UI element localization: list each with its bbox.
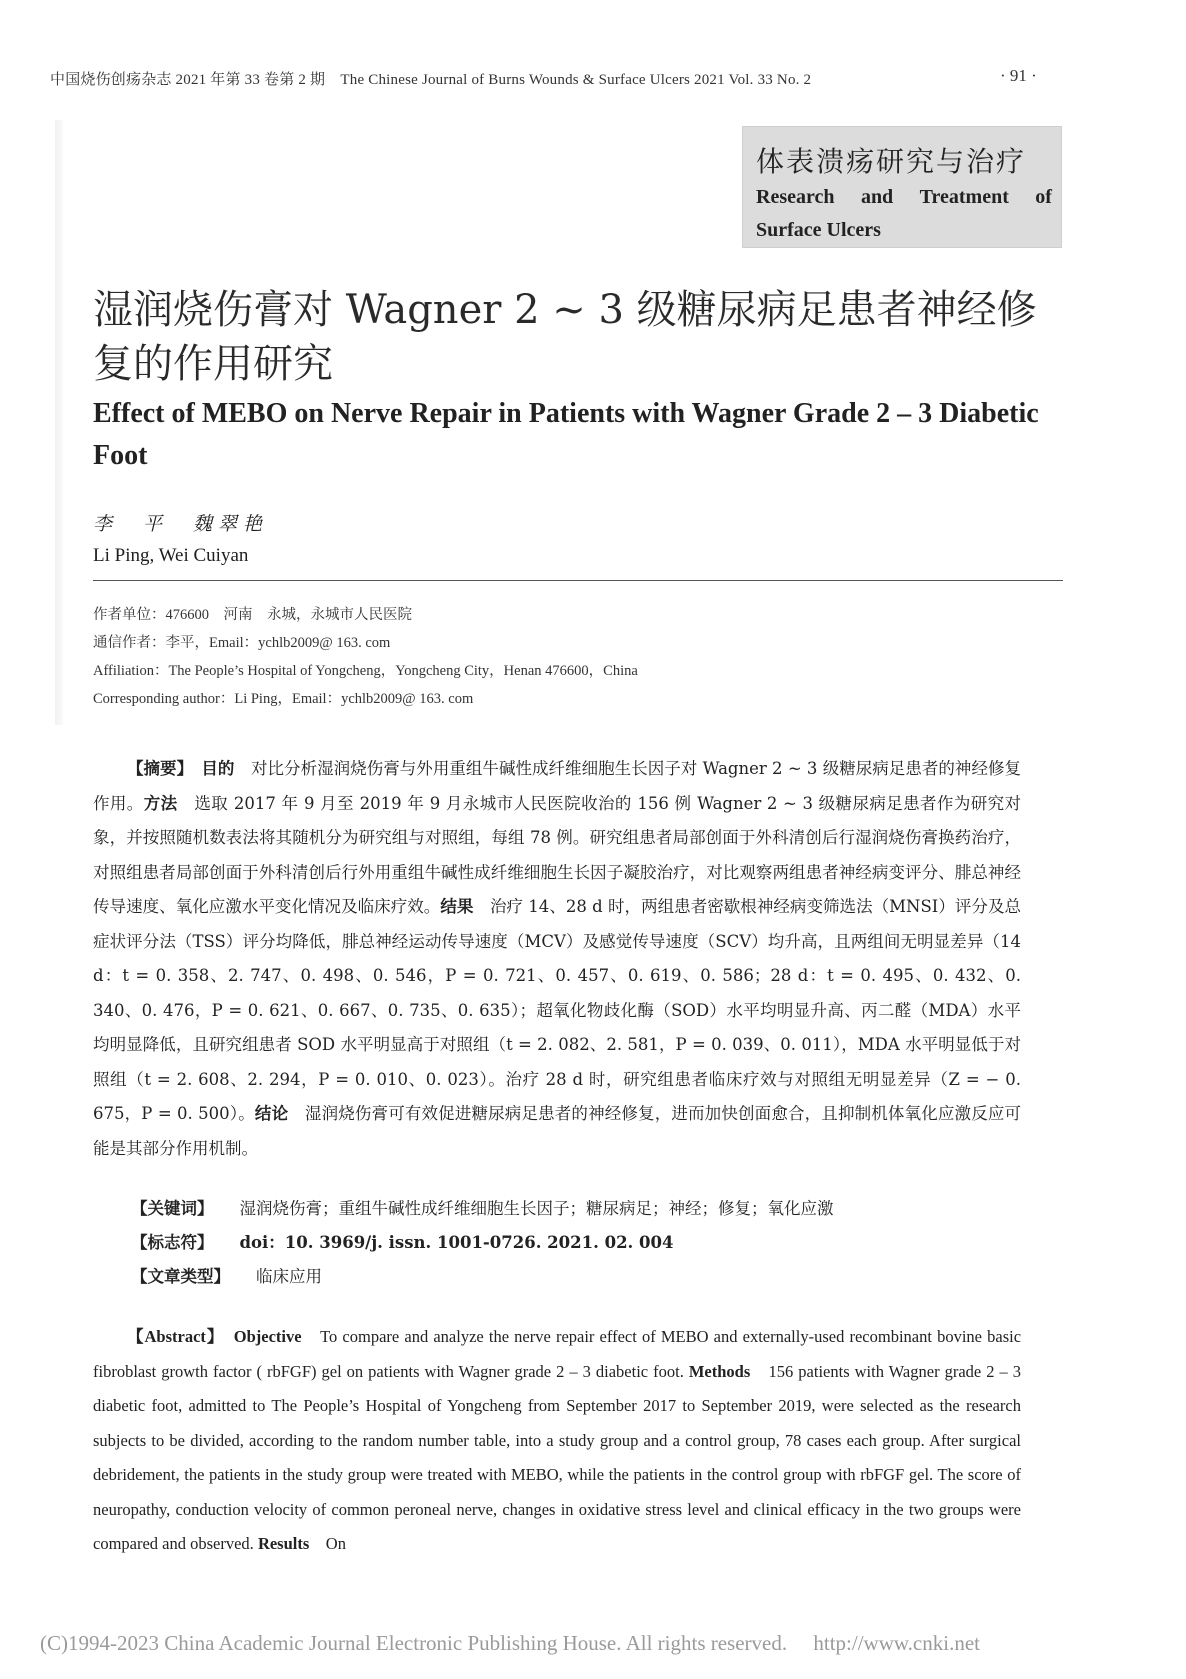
authors-cn: 李 平 魏翠艳: [93, 513, 269, 535]
abstract-en: [93, 1320, 1021, 1562]
article-type-label: 【文章类型】: [131, 1267, 230, 1286]
column-word: of: [1035, 186, 1052, 208]
column-title-en: [756, 181, 1052, 247]
article-title-en: Effect of MEBO on Nerve Repair in Patients with Wagner Grade 2 – 3 Diabetic Foot: [93, 398, 1039, 471]
results-en-label: Results: [257, 1534, 310, 1553]
column-line2: Surface Ulcers: [756, 219, 881, 241]
keywords-value: 湿润烧伤膏；重组牛碱性成纤维细胞生长因子；糖尿病足；神经；修复；氧化应激: [239, 1199, 834, 1218]
page-number: · 91 ·: [1000, 66, 1037, 85]
keywords: [131, 1195, 834, 1219]
methods-label: 方法: [143, 793, 178, 813]
copyright-footer: (C)1994-2023 China Academic Journal Electronic Publishing House. All rights reserved. http://www.cnki.net: [40, 1631, 980, 1655]
methods-text: 选取 2017 年 9 月至 2019 年 9 月永城市人民医院收治的 156 例 Wagner 2 ~ 3 级糖尿病足患者作为研究对象，并按照随机数表法将其随机分为研究组与对照组，每组 78 例。研究组患者局部创面于外科清创后行湿润烧伤膏换药治疗，对照组患者局部创面于外科清创后行外用重组牛碱性成纤维细胞生长因子凝胶治疗，对比观察两组患者神经病变评分、腓总神经传导速度、氧化应激水平变化情况及临床疗效。: [93, 793, 1022, 916]
methods-en-label: Methods: [688, 1361, 751, 1381]
article-type-value: 临床应用: [256, 1267, 322, 1286]
results-en-text: On: [325, 1534, 346, 1553]
affiliation-cn: 作者单位：476600 河南 永城，永城市人民医院: [93, 607, 412, 623]
objective-en-label: Objective: [233, 1327, 302, 1346]
column-title-cn: 体表溃疡研究与治疗: [756, 145, 1027, 178]
results-label: 结果: [440, 897, 474, 916]
conclusion-label: 结论: [254, 1104, 289, 1123]
results-text: 治疗 14、28 d 时，两组患者密歇根神经病变筛选法（MNSI）评分及总症状评分法（TSS）评分均降低，腓总神经运动传导速度（MCV）及感觉传导速度（SCV）均升高，且两组间无明显差异（14 d：t = 0. 358、2. 747、0. 498、0. 546，P = 0. 721、0. 457、0. 619、0. 586；28 d：t = 0. 495、0. 432、0. 340、0. 476，P = 0. 621、0. 667、0. 735、0. 635）；超氧化物歧化酶（SOD）水平均明显升高、丙二醛（MDA）水平均明显降低，且研究组患者 SOD 水平明显高于对照组（t = 2. 082、2. 581，P = 0. 039、0. 011），MDA 水平明显低于对照组（t = 2. 608、2. 294，P = 0. 010、0. 023）。治疗 28 d 时，研究组患者临床疗效与对照组无明显差异（Z = − 0. 675，P = 0. 500）。: [93, 897, 1021, 1123]
article-type: [131, 1263, 322, 1287]
identifier-label: 【标志符】: [131, 1233, 214, 1252]
running-header: 中国烧伤创疡杂志 2021 年第 33 卷第 2 期 The Chinese Journal of Burns Wounds & Surface Ulcers 2021 Vol. 33 No. 2: [50, 72, 812, 88]
abstract-label: 【摘要】: [127, 759, 185, 778]
identifier: [131, 1229, 674, 1253]
keywords-label: 【关键词】: [131, 1199, 214, 1218]
corresponding-cn: 通信作者：李平，Email：ychlb2009@ 163. com: [93, 635, 391, 651]
author-divider: [93, 580, 1063, 581]
authors-en: Li Ping, Wei Cuiyan: [93, 545, 249, 566]
article-title-cn: 湿润烧伤膏对 Wagner 2 ~ 3 级糖尿病足患者神经修复的作用研究: [93, 287, 1037, 387]
objective-en-text: To compare and analyze the nerve repair effect of MEBO and externally-used recombinant bovine basic fibroblast growth factor ( rbFGF) gel on patients with Wagner grade 2 – 3 diabetic foot.: [93, 1327, 1022, 1381]
objective-text: 对比分析湿润烧伤膏与外用重组牛碱性成纤维细胞生长因子对 Wagner 2 ~ 3 级糖尿病足患者的神经修复作用。: [93, 759, 1022, 813]
doi-value: doi：10. 3969/j. issn. 1001-0726. 2021. 02. 004: [239, 1233, 674, 1252]
objective-label: 目的: [201, 759, 235, 778]
column-rule: [55, 120, 63, 725]
abstract-cn: [93, 752, 1021, 1166]
abstract-en-label: 【Abstract】: [127, 1327, 217, 1346]
methods-en-text: 156 patients with Wagner grade 2 – 3 diabetic foot, admitted to The People’s Hospital of Yongcheng from September 2017 to September 2019, were selected as the research subjects to be divided, according to the random number table, into a study group and a control group, 78 cases each group. After surgical debridement, the patients in the study group were treated with MEBO, while the patients in the control group with rbFGF gel. The score of neuropathy, conduction velocity of common peroneal nerve, changes in oxidative stress level and clinical efficacy in the two groups were compared and observed.: [93, 1361, 1022, 1553]
column-word: Treatment: [919, 186, 1009, 208]
corresponding-en: Corresponding author：Li Ping，Email：ychlb2009@ 163. com: [93, 691, 474, 707]
conclusion-text: 湿润烧伤膏可有效促进糖尿病足患者的神经修复，进而加快创面愈合，且抑制机体氧化应激反应可能是其部分作用机制。: [93, 1104, 1022, 1158]
column-word: Research: [756, 186, 835, 208]
affiliation-en: Affiliation：The People’s Hospital of Yongcheng，Yongcheng City，Henan 476600，China: [93, 663, 638, 679]
column-word: and: [860, 186, 894, 208]
